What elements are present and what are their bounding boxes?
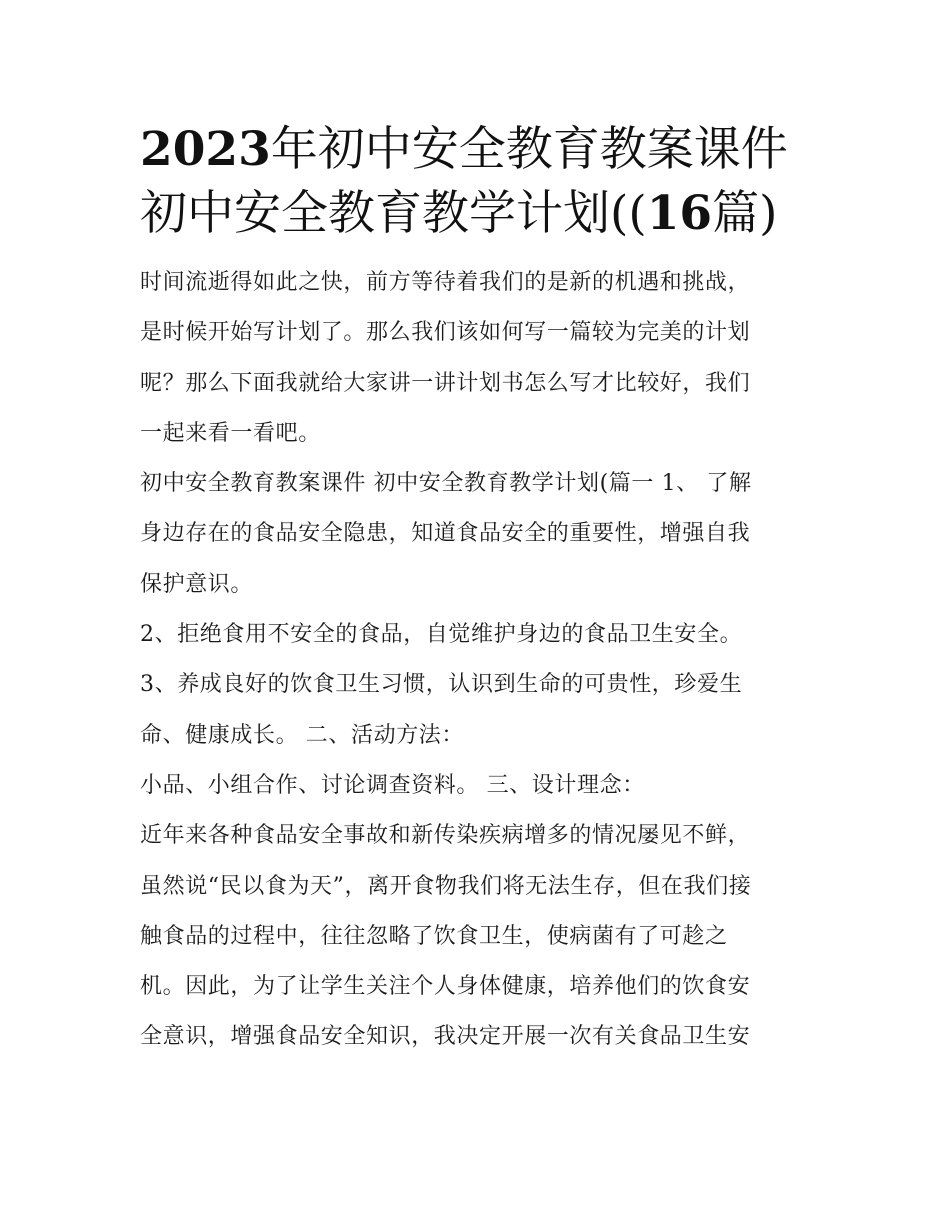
paragraph-methods [140,761,820,811]
title-year: 2023 [140,122,271,177]
text-line: 初中安全教育教案课件 初中安全教育教学计划(篇一 1、 了解 [140,471,752,497]
paragraph-objective-2 [140,610,820,660]
paragraph-objective-3 [140,660,820,761]
title-line-2-suffix: 篇) [712,186,778,241]
paragraph-objective-1 [140,459,820,610]
title-spacer [140,246,820,258]
document-content [140,118,820,1063]
text-line: 2、拒绝食用不安全的食品，自觉维护身边的食品卫生安全。 [140,622,743,648]
text-line: 小品、小组合作、讨论调查资料。 三、设计理念： [140,772,645,798]
document-title-line-2 [140,182,820,246]
paragraph-design-concept [140,811,820,1062]
text-line: 一起来看一看吧。 [140,420,321,446]
document-title-line-1 [140,118,820,182]
paragraph-intro [140,258,820,459]
title-count: 16 [646,186,713,241]
text-line: 触食品的过程中，往往忽略了饮食卫生，使病菌有了可趁之 [140,923,728,949]
text-line: 机。因此，为了让学生关注个人身体健康，培养他们的饮食安 [140,974,751,1000]
text-line: 虽然说“民以食为天”，离开食物我们将无法生存，但在我们接 [140,873,752,899]
text-line: 保护意识。 [140,571,254,597]
text-line: 是时候开始写计划了。那么我们该如何写一篇较为完美的计划 [140,320,751,346]
title-line-1-text: 年初中安全教育教案课件 [270,122,788,177]
text-line: 3、养成良好的饮食卫生习惯，认识到生命的可贵性，珍爱生 [140,672,743,698]
text-line: 身边存在的食品安全隐患，知道食品安全的重要性，增强自我 [140,521,751,547]
text-line: 命、健康成长。 二、活动方法： [140,722,464,748]
text-line: 呢？那么下面我就给大家讲一讲计划书怎么写才比较好，我们 [140,370,751,396]
text-line: 全意识，增强食品安全知识，我决定开展一次有关食品卫生安 [140,1024,751,1050]
text-line: 时间流逝得如此之快，前方等待着我们的是新的机遇和挑战， [140,270,751,295]
text-line: 近年来各种食品安全事故和新传染疾病增多的情况屡见不鲜， [140,823,751,849]
title-line-2-text: 初中安全教育教学计划(( [140,186,647,241]
